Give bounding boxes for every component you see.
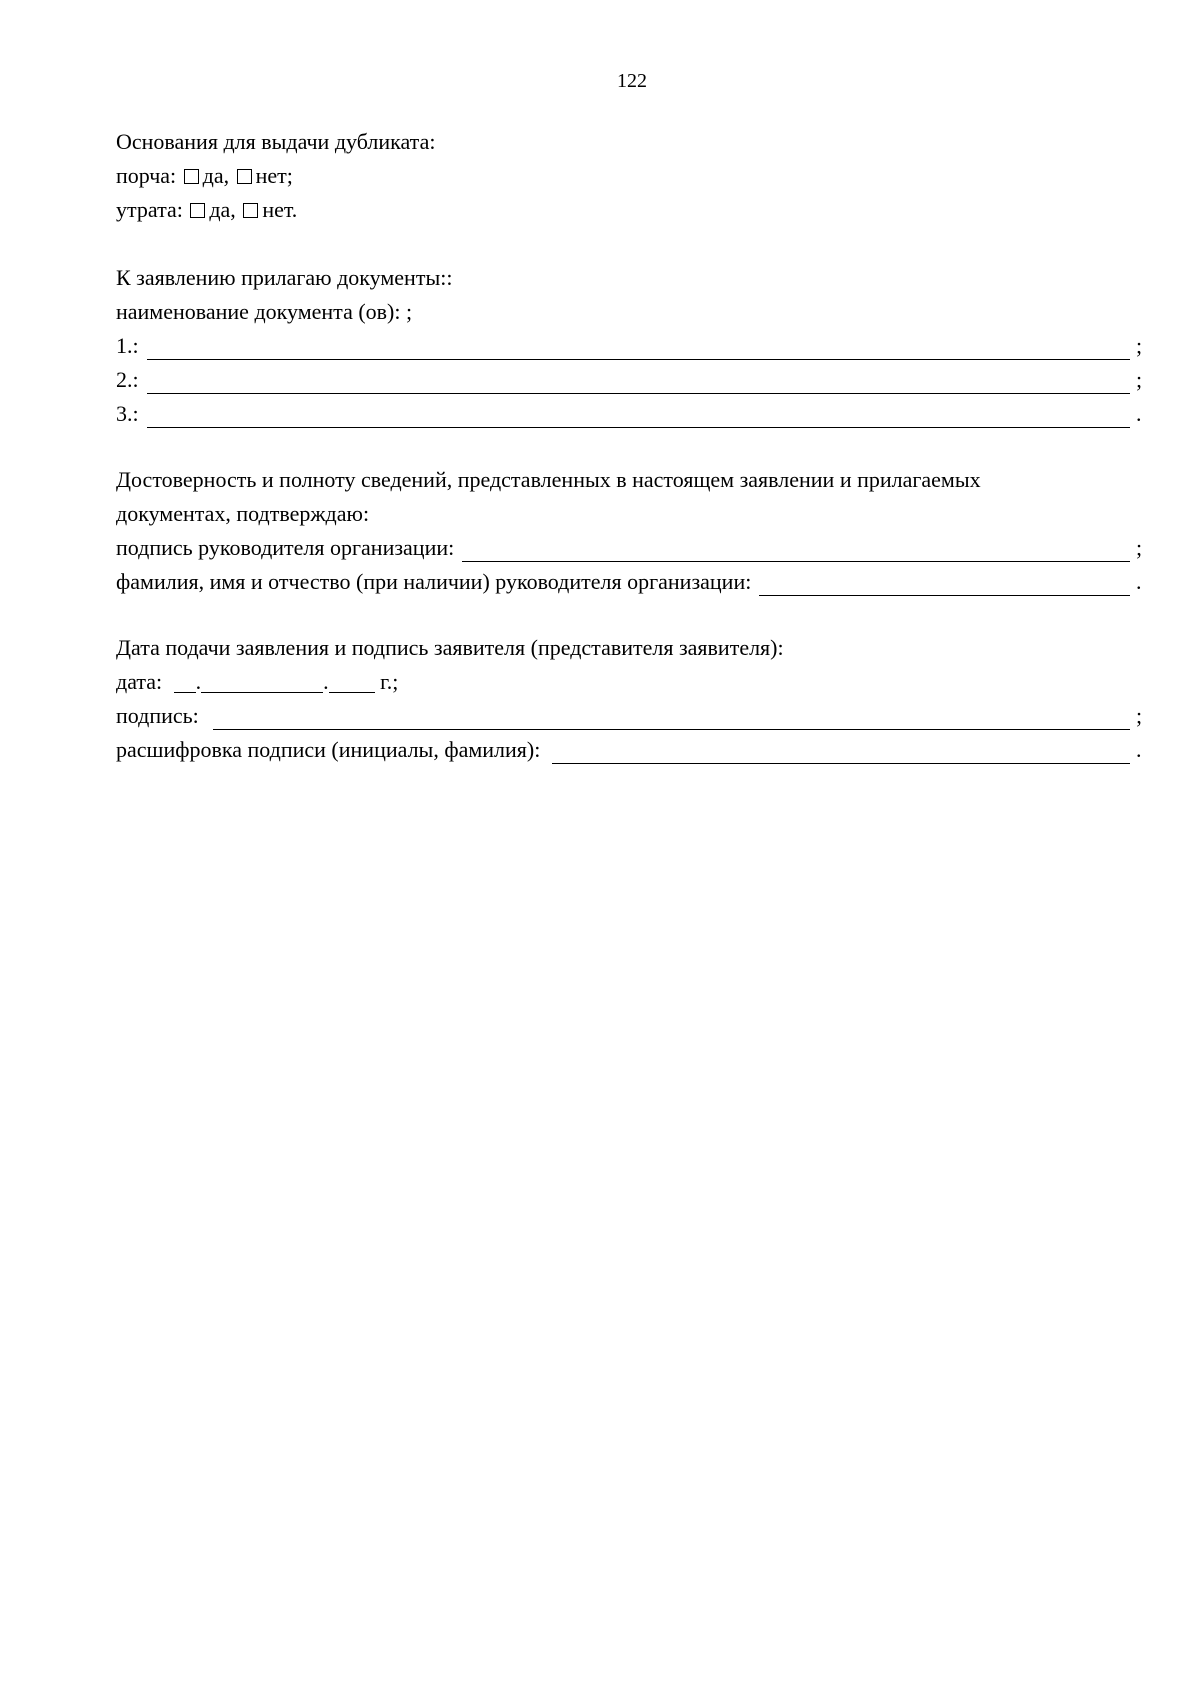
applicant-signature-label: подпись: [116, 703, 199, 728]
head-fullname-row [116, 568, 1144, 596]
applicant-signature-end: ; [1136, 703, 1143, 728]
attachment-2-end: ; [1136, 367, 1143, 392]
loss-yes-label: да, [209, 197, 236, 222]
attachment-2-field[interactable] [147, 371, 1130, 394]
attachment-row-2 [116, 366, 1144, 394]
loss-label: утрата: [116, 197, 183, 222]
signature-decode-end: . [1136, 737, 1142, 762]
applicant-signature-field[interactable] [213, 707, 1130, 730]
signature-decode-row [116, 736, 1144, 764]
loss-no-label: нет. [262, 197, 298, 222]
damage-label: порча: [116, 163, 177, 188]
attachment-row-1 [116, 332, 1144, 360]
damage-yes-checkbox[interactable] [184, 169, 199, 184]
signature-decode-label: расшифровка подписи (инициалы, фамилия): [116, 737, 541, 762]
document-name-label: наименование документа (ов): ; [116, 299, 413, 324]
attachment-3-label: 3.: [116, 401, 139, 426]
date-month-field[interactable] [201, 672, 323, 693]
loss-no-checkbox[interactable] [243, 203, 258, 218]
date-label: дата: [116, 669, 163, 694]
head-fullname-label: фамилия, имя и отчество (при наличии) руководителя организации: [116, 569, 752, 594]
duplicate-grounds-heading: Основания для выдачи дубликата: [116, 129, 436, 154]
damage-no-label: нет; [255, 163, 293, 188]
attachment-3-end: . [1136, 401, 1142, 426]
attachment-row-3 [116, 400, 1144, 428]
head-fullname-field[interactable] [759, 573, 1130, 596]
confirmation-text-line-2: документах, подтверждаю: [116, 501, 370, 526]
loss-row [116, 196, 297, 224]
attachment-1-end: ; [1136, 333, 1143, 358]
attachment-1-label: 1.: [116, 333, 139, 358]
head-signature-label: подпись руководителя организации: [116, 535, 455, 560]
loss-yes-checkbox[interactable] [190, 203, 205, 218]
attachment-3-field[interactable] [147, 405, 1130, 428]
damage-row [116, 162, 293, 190]
head-fullname-end: . [1136, 569, 1142, 594]
attachment-1-field[interactable] [147, 337, 1130, 360]
date-year-field[interactable] [329, 672, 375, 693]
signature-decode-field[interactable] [552, 741, 1130, 764]
head-signature-field[interactable] [462, 539, 1130, 562]
page-number: 122 [617, 70, 647, 92]
confirmation-text-line-1: Достоверность и полноту сведений, представленных в настоящем заявлении и прилагаемых [116, 467, 981, 492]
submission-heading: Дата подачи заявления и подпись заявителя (представителя заявителя): [116, 635, 784, 660]
applicant-signature-row [116, 702, 1144, 730]
head-signature-row [116, 534, 1144, 562]
date-row [116, 668, 398, 696]
year-suffix: г.; [380, 669, 399, 694]
damage-no-checkbox[interactable] [237, 169, 252, 184]
date-separator-2: . [323, 669, 329, 694]
date-day-field[interactable] [174, 672, 196, 693]
damage-yes-label: да, [202, 163, 230, 188]
attachments-heading: К заявлению прилагаю документы:: [116, 265, 453, 290]
attachment-2-label: 2.: [116, 367, 139, 392]
head-signature-end: ; [1136, 535, 1143, 560]
date-separator-1: . [195, 669, 202, 694]
